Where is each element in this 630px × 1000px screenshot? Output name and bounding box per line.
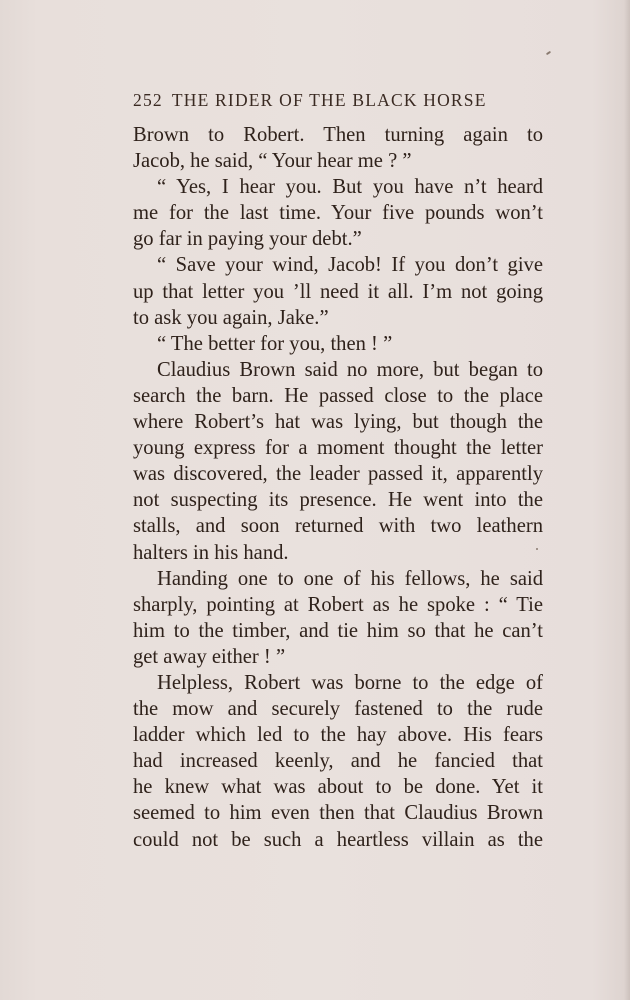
text-line: “ The better for you, then ! ”	[157, 332, 393, 355]
text-line: Helpless, Robert was borne to the edge of	[157, 671, 543, 694]
text-line: me for the last time. Your five pounds won’t	[133, 202, 543, 225]
text-line: young express for a moment thought the letter	[133, 437, 543, 460]
paper-speck	[546, 51, 551, 56]
running-title: THE RIDER OF THE BLACK HORSE	[171, 90, 487, 110]
text-line: the mow and securely fastened to the rude	[133, 698, 543, 721]
text-line: where Robert’s hat was lying, but though the	[133, 411, 543, 434]
text-line: he knew what was about to be done. Yet it	[133, 776, 543, 799]
page-number: 252	[133, 90, 163, 110]
text-line: halters in his hand.	[133, 541, 289, 564]
text-line: search the barn. He passed close to the place	[133, 384, 543, 407]
text-line: stalls, and soon returned with two leathern	[133, 515, 543, 538]
text-line: could not be such a heartless villain as the	[133, 828, 543, 851]
text-line: Handing one to one of his fellows, he said	[157, 567, 543, 590]
text-line: was discovered, the leader passed it, apparently	[133, 463, 543, 486]
text-line: “ Save your wind, Jacob! If you don’t give	[157, 254, 543, 277]
text-line: “ Yes, I hear you. But you have n’t heard	[157, 176, 543, 199]
text-line: up that letter you ’ll need it all. I’m not going	[133, 280, 543, 303]
text-line: to ask you again, Jake.”	[133, 306, 329, 329]
text-line: him to the timber, and tie him so that he can’t	[133, 619, 543, 642]
text-line: go far in paying your debt.”	[133, 228, 362, 251]
text-line: Claudius Brown said no more, but began to	[157, 358, 543, 381]
text-line: sharply, pointing at Robert as he spoke : “ Tie	[133, 593, 543, 616]
text-line: get away either ! ”	[133, 645, 286, 668]
text-line: ladder which led to the hay above. His fears	[133, 724, 543, 747]
text-line: Jacob, he said, “ Your hear me ? ”	[133, 150, 412, 173]
text-line: Brown to Robert. Then turning again to	[133, 124, 543, 146]
text-line: not suspecting its presence. He went into the	[133, 489, 543, 512]
body-text	[133, 122, 543, 853]
page-edge-shadow	[624, 0, 630, 1000]
text-line: seemed to him even then that Claudius Brown	[133, 802, 543, 825]
text-line: had increased keenly, and he fancied that	[133, 750, 543, 773]
running-header	[133, 90, 543, 111]
